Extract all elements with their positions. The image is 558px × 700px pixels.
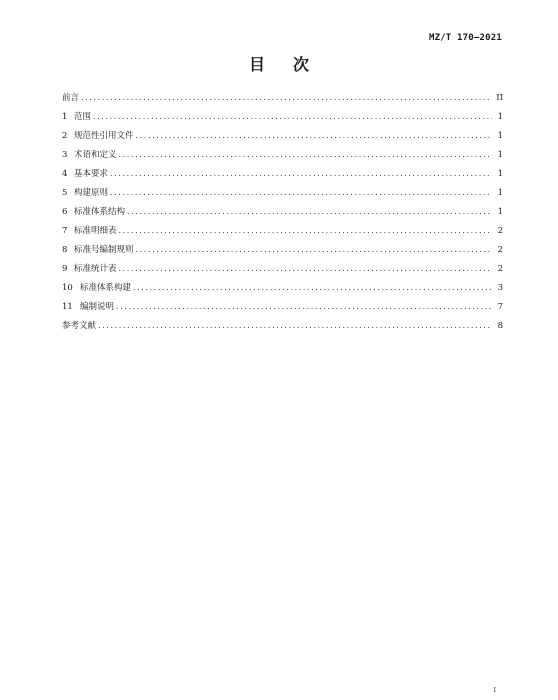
toc-page-number: 2 <box>497 226 503 236</box>
toc-entry-basic-requirements[interactable] <box>62 167 503 186</box>
toc-section-number: 4 <box>62 169 68 179</box>
toc-entry-detail-table[interactable] <box>62 224 503 243</box>
toc-label: 标准号编制规则 <box>74 245 134 255</box>
toc-leader-dots <box>127 207 492 216</box>
toc-label: 范围 <box>74 112 92 122</box>
toc-entry-statistics-table[interactable] <box>62 262 503 281</box>
toc-leader-dots <box>119 226 492 235</box>
toc-leader-dots <box>98 321 492 330</box>
toc-section-number: 9 <box>62 264 68 274</box>
toc-entry-system-structure[interactable] <box>62 205 503 224</box>
toc-label: 基本要求 <box>74 169 109 179</box>
page-title: 目次 <box>248 55 337 74</box>
toc-leader-dots <box>119 150 492 159</box>
toc-section-number: 7 <box>62 226 68 236</box>
toc-entry-normative-references[interactable] <box>62 129 503 148</box>
toc-page-number: 1 <box>497 131 503 141</box>
toc-entry-construction-principles[interactable] <box>62 186 503 205</box>
toc-entry-system-construction[interactable] <box>62 281 503 300</box>
toc-leader-dots <box>119 264 492 273</box>
toc-label: 标准明细表 <box>74 226 117 236</box>
toc-entry-bibliography[interactable] <box>62 319 503 338</box>
toc-leader-dots <box>110 169 492 178</box>
page-footer-number: I <box>493 687 496 694</box>
toc-section-number: 3 <box>62 150 68 160</box>
toc-page-number: 1 <box>497 112 503 122</box>
toc-section-number: 11 <box>62 302 73 312</box>
toc-leader-dots <box>133 283 492 292</box>
toc-entry-terms-definitions[interactable] <box>62 148 503 167</box>
toc-section-number: 1 <box>62 112 68 122</box>
toc-section-number: 10 <box>62 283 73 293</box>
toc-entry-numbering-rules[interactable] <box>62 243 503 262</box>
toc-entry-foreword[interactable] <box>62 91 503 110</box>
toc-section-number: 6 <box>62 207 68 217</box>
toc-section-number: 8 <box>62 245 68 255</box>
toc-page-number: 1 <box>497 150 503 160</box>
standard-code: MZ/T 170—2021 <box>428 33 502 43</box>
toc-leader-dots <box>110 188 492 197</box>
table-of-contents <box>62 91 503 338</box>
toc-label: 标准统计表 <box>74 264 117 274</box>
toc-page-number: II <box>496 93 503 103</box>
toc-label: 标准体系结构 <box>74 207 126 217</box>
toc-label: 参考文献 <box>62 321 97 331</box>
toc-page-number: 1 <box>497 169 503 179</box>
toc-label: 构建原则 <box>74 188 109 198</box>
toc-leader-dots <box>136 131 492 140</box>
toc-page-number: 1 <box>497 188 503 198</box>
toc-label: 术语和定义 <box>74 150 117 160</box>
toc-leader-dots <box>116 302 492 311</box>
toc-section-number: 2 <box>62 131 68 141</box>
toc-leader-dots <box>81 93 492 102</box>
toc-label: 规范性引用文件 <box>74 131 134 141</box>
toc-label: 编制说明 <box>80 302 115 312</box>
toc-leader-dots <box>136 245 492 254</box>
toc-page-number: 1 <box>497 207 503 217</box>
toc-page-number: 3 <box>497 283 503 293</box>
toc-page-number: 2 <box>497 264 503 274</box>
toc-label: 前言 <box>62 93 80 103</box>
toc-entry-scope[interactable] <box>62 110 503 129</box>
toc-leader-dots <box>93 112 492 121</box>
toc-entry-drafting-notes[interactable] <box>62 300 503 319</box>
toc-page-number: 7 <box>497 302 503 312</box>
toc-page-number: 8 <box>497 321 503 331</box>
toc-label: 标准体系构建 <box>80 283 132 293</box>
toc-section-number: 5 <box>62 188 68 198</box>
toc-page-number: 2 <box>497 245 503 255</box>
